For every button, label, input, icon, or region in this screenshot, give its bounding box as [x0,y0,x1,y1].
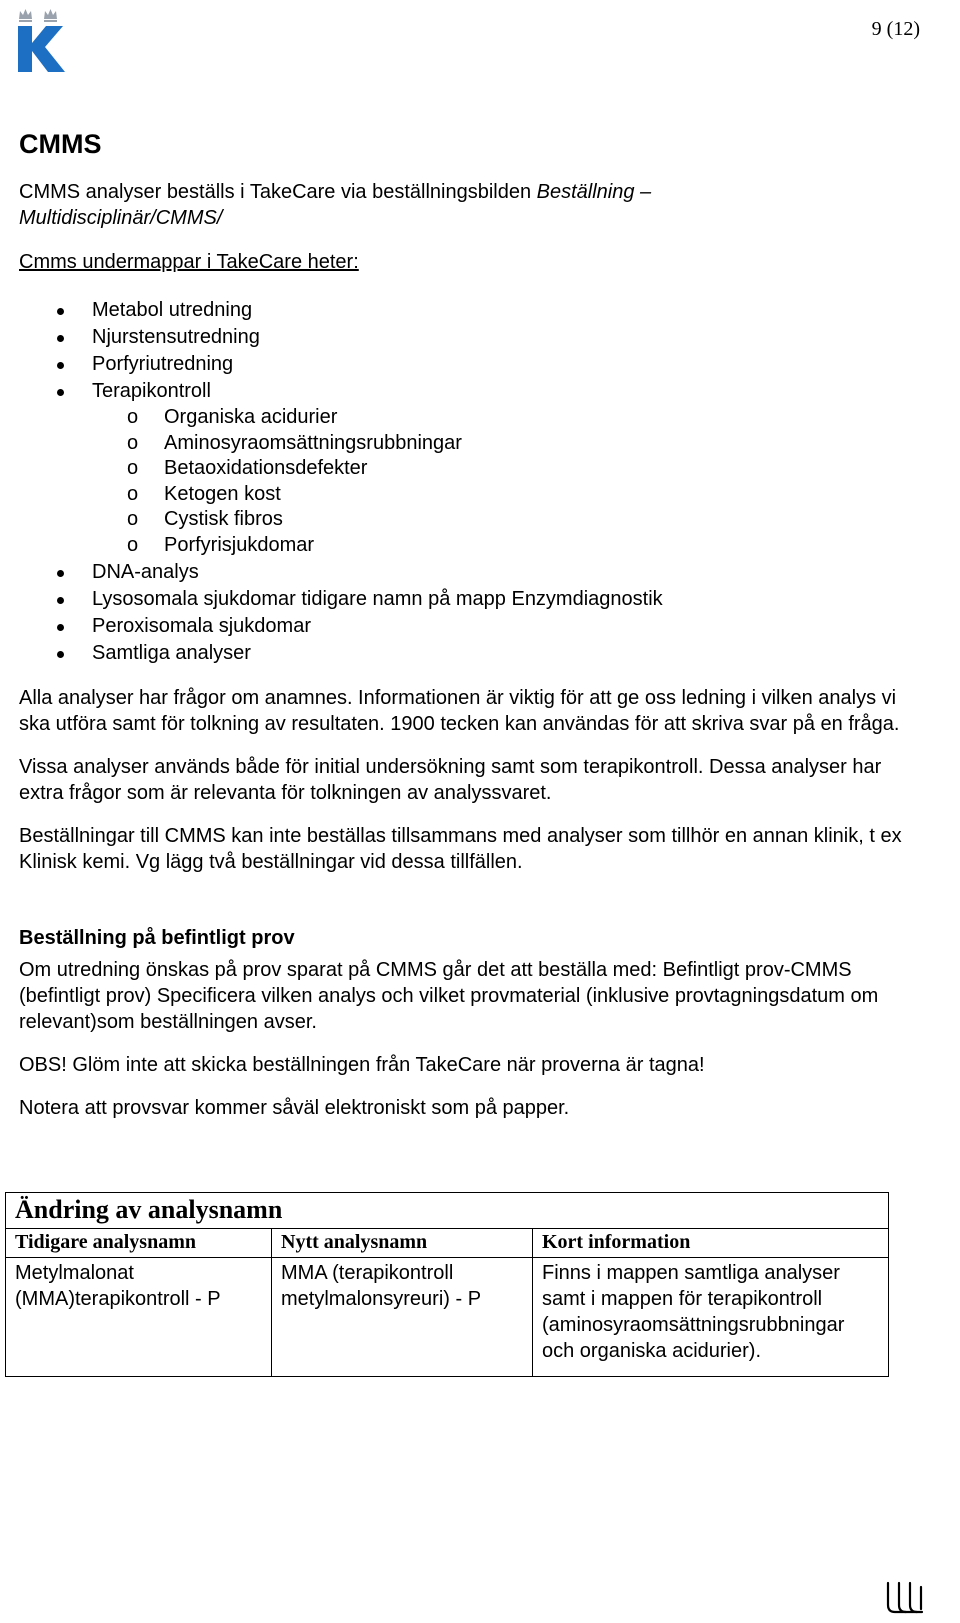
intro-paragraph [19,179,909,231]
sublist-item: o Porfyrisjukdomar [127,533,315,556]
paragraph-therapy: Vissa analyser används både för initial undersökning samt som terapikontroll. Dessa analyser har extra frågor som är relevanta för tolkningen av analyssvaret. [19,755,882,804]
document-body [19,127,909,1138]
intro-path-line1: Beställning – [536,181,652,203]
table-cell: Finns i mappen samtliga analyser samt i mappen för terapikontroll (aminosyraomsättningsrubbningar och organiska acidurier). [533,1258,889,1377]
intro-text: CMMS analyser beställs i TakeCare via beställningsbilden [19,181,537,203]
existing-sample-paragraph: Om utredning önskas på prov sparat på CMMS går det att beställa med: Befintligt prov-CMMS (befintligt prov) Specificera vilken analys och vilket provmaterial (inklusive provtagningsdatum om relevant)som beställningen avser. [19,958,879,1033]
list-item: Terapikontroll o Organiska acidurier o Aminosyraomsättningsrubbningar o Betaoxidationsdefekter o Ketogen kost o Cystisk fibros o Porfyrisjukdomar [19,378,909,559]
column-header: Kort information [533,1229,889,1258]
sublist-item: o Betaoxidationsdefekter [127,457,368,480]
bullet-icon [57,624,64,631]
column-header: Tidigare analysnamn [6,1229,272,1258]
bullet-icon [57,335,64,342]
submaps-heading: Cmms undermappar i TakeCare heter: [19,251,359,273]
column-header: Nytt analysnamn [272,1229,533,1258]
karolinska-logo [16,4,68,76]
list-item: Metabol utredning [19,297,909,324]
table-row [6,1258,889,1377]
table-cell: Metylmalonat (MMA)terapikontroll - P [6,1258,272,1377]
bullet-icon [57,597,64,604]
bullet-icon [57,651,64,658]
bullet-icon [57,308,64,315]
paragraph-anamnes: Alla analyser har frågor om anamnes. Informationen är viktig för att ge oss ledning i vilken analys vi ska utföra samt för tolkning av resultaten. 1900 tecken kan användas för att skriva svar på en fråga. [19,686,900,735]
sublist-item: o Aminosyraomsättningsrubbningar [127,431,462,454]
bullet-icon [57,362,64,369]
sublist-item: o Organiska acidurier [127,406,338,428]
terapikontroll-sublist [19,405,909,559]
footer-logo [884,1579,928,1615]
submap-list [19,297,909,667]
list-item: Samtliga analyser [19,640,909,667]
list-item: Lysosomala sjukdomar tidigare namn på mapp Enzymdiagnostik [19,586,909,613]
list-item: Porfyriutredning [19,351,909,378]
list-item: Peroxisomala sjukdomar [19,613,909,640]
note-paragraph: Notera att provsvar kommer såväl elektroniskt som på papper. [19,1096,570,1119]
existing-sample-heading: Beställning på befintligt prov [19,926,295,949]
intro-path-line2: Multidisciplinär/CMMS/ [19,207,223,229]
name-change-table [5,1192,889,1377]
obs-paragraph: OBS! Glöm inte att skicka beställningen från TakeCare när proverna är tagna! [19,1053,705,1076]
page-number: 9 (12) [871,18,920,40]
list-item: Njurstensutredning [19,324,909,351]
table-header-row [6,1229,889,1258]
table-cell: MMA (terapikontroll metylmalonsyreuri) - P [272,1258,533,1377]
paragraph-orders: Beställningar till CMMS kan inte beställas tillsammans med analyser som tillhör en annan klinik, t ex Klinisk kemi. Vg lägg två beställningar vid dessa tillfällen. [19,824,902,873]
page-title: CMMS [19,129,102,159]
sublist-item: o Ketogen kost [127,482,281,505]
bullet-icon [57,570,64,577]
list-item: DNA-analys [19,559,909,586]
bullet-icon [57,389,64,396]
sublist-item: o Cystisk fibros [127,508,283,531]
table-title: Ändring av analysnamn [6,1193,889,1229]
